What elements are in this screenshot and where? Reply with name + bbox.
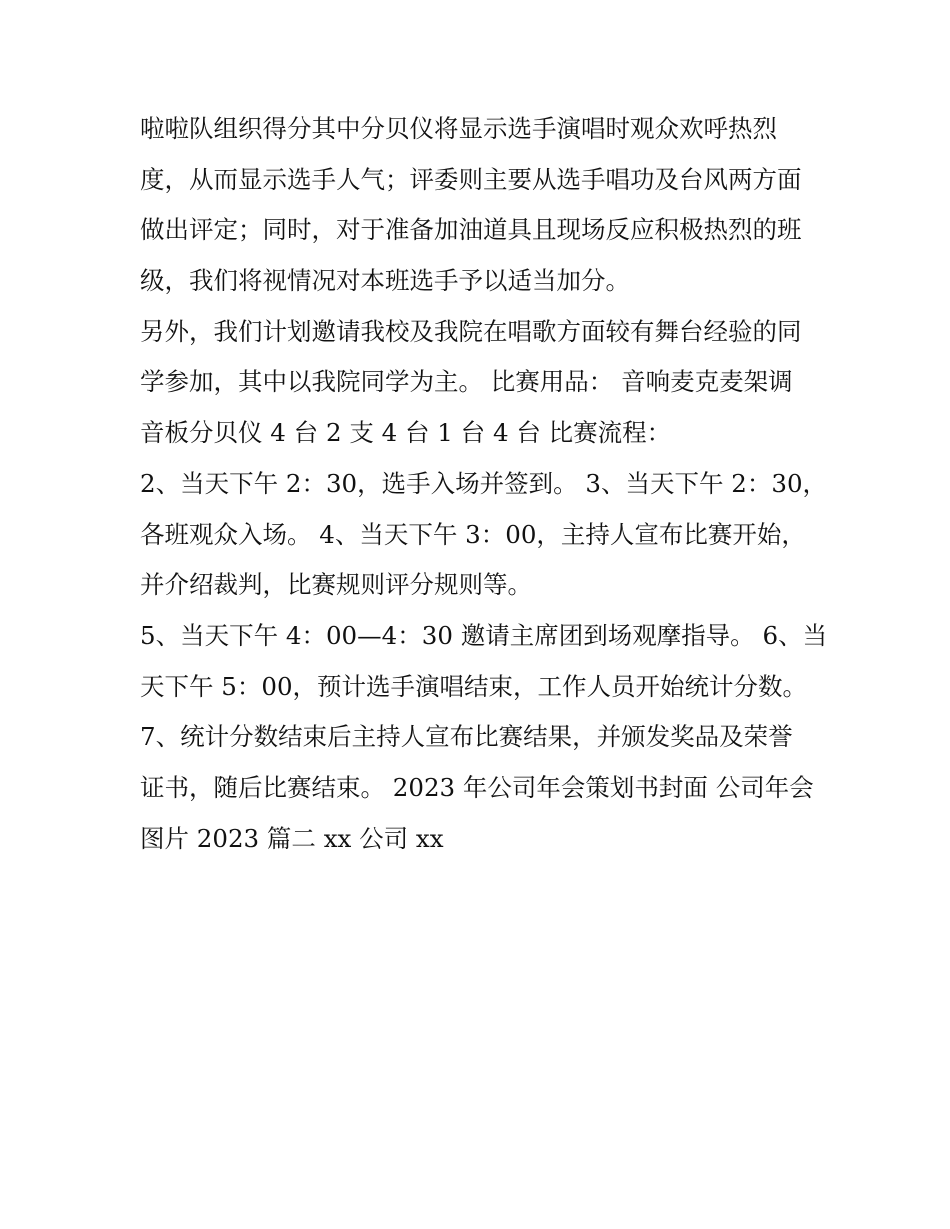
text-line: 各班观众入场。 4、当天下午 3：00，主持人宣布比赛开始，: [140, 519, 806, 549]
text-line: 啦啦队组织得分其中分贝仪将显示选手演唱时观众欢呼热烈: [140, 114, 777, 143]
text-line: 度，从而显示选手人气；评委则主要从选手唱功及台风两方面: [140, 164, 802, 194]
text-line: 级，我们将视情况对本班选手予以适当加分。: [140, 266, 630, 296]
text-line: 天下午 5：00，预计选手演唱结束，工作人员开始统计分数。: [140, 671, 808, 701]
text-line: 5、当天下午 4：00—4：30 邀请主席团到场观摩指导。 6、当: [140, 620, 828, 650]
text-line: 音板分贝仪 4 台 2 支 4 台 1 台 4 台 比赛流程：: [140, 418, 672, 448]
text-line: 并介绍裁判，比赛规则评分规则等。: [140, 570, 532, 600]
text-line: 证书，随后比赛结束。 2023 年公司年会策划书封面 公司年会: [140, 772, 814, 802]
text-line: 另外，我们计划邀请我校及我院在唱歌方面较有舞台经验的同: [140, 316, 802, 346]
text-line: 图片 2023 篇二 xx 公司 xx: [140, 823, 444, 853]
text-line: 做出评定；同时，对于准备加油道具且现场反应积极热烈的班: [140, 215, 802, 245]
body-text: [140, 104, 828, 864]
text-line: 学参加，其中以我院同学为主。 比赛用品： 音响麦克麦架调: [140, 367, 793, 397]
text-line: 7、统计分数结束后主持人宣布比赛结果，并颁发奖品及荣誉: [140, 722, 793, 752]
text-line: 2、当天下午 2：30，选手入场并签到。 3、当天下午 2：30，: [140, 468, 828, 498]
